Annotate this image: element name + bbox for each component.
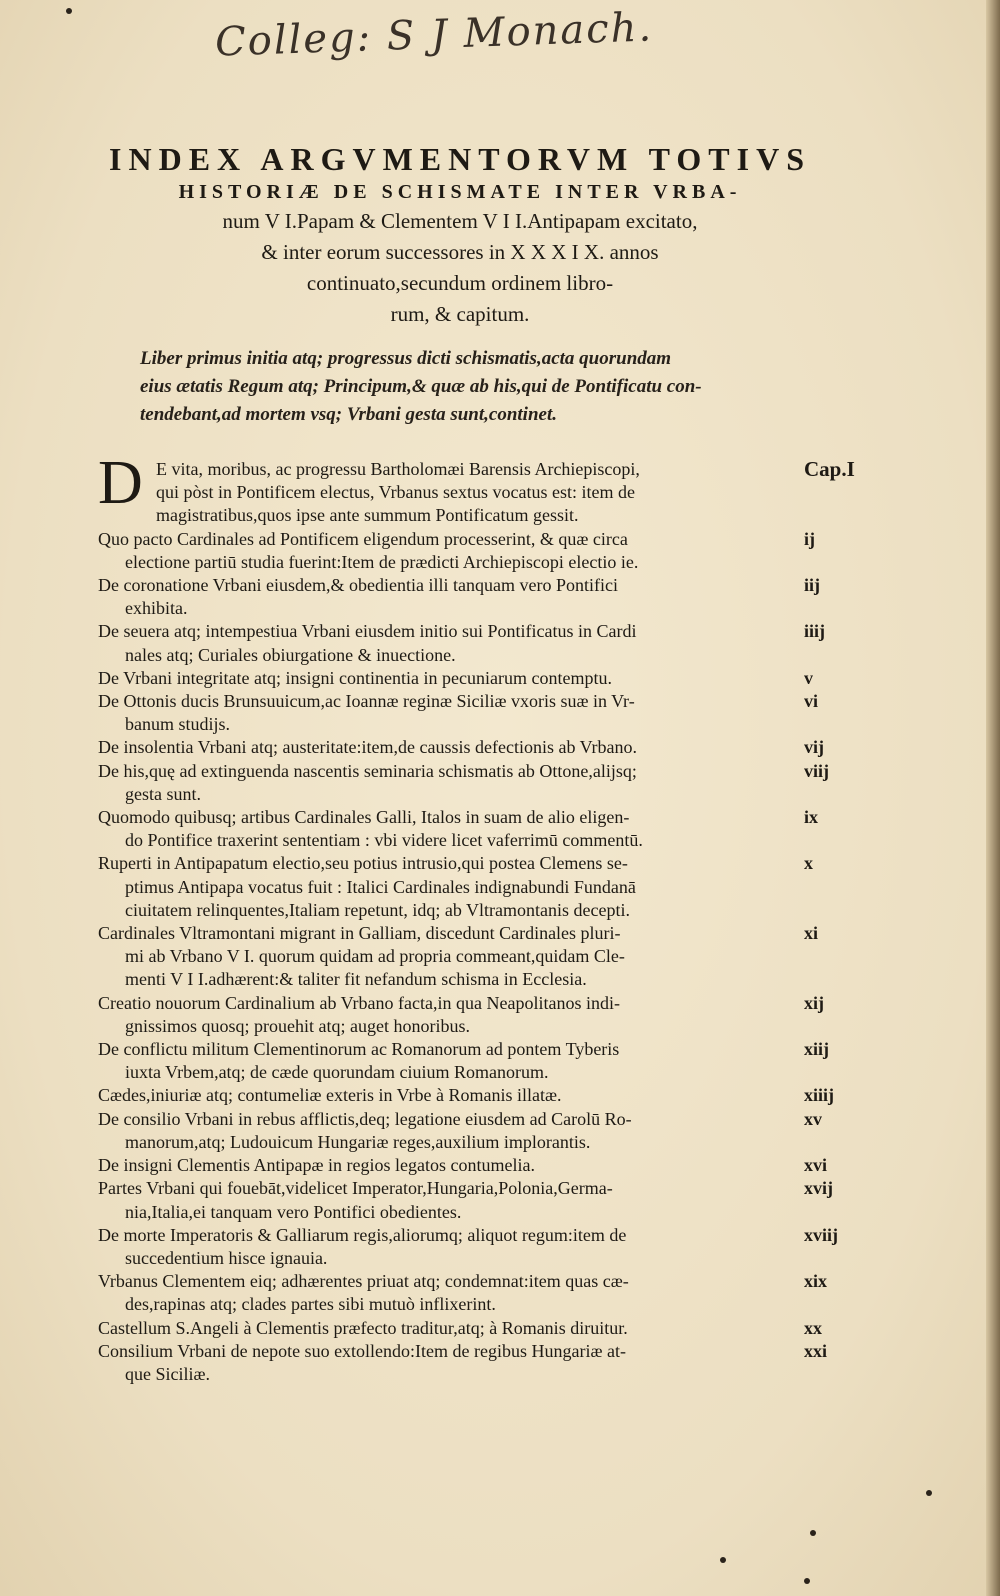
entry-line: Ruperti in Antipapatum electio,seu potius intrusio,qui postea Clemens se- xyxy=(98,853,628,874)
index-entry xyxy=(98,574,858,620)
page-title: INDEX ARGVMENTORVM TOTIVS xyxy=(109,141,811,177)
chapter-number: ij xyxy=(804,528,815,549)
entry-line: De seuera atq; intempestiua Vrbani eiusdem initio sui Pontificatus in Cardi xyxy=(98,621,637,642)
entry-line: do Pontifice traxerint sententiam : vbi videre licet vaferrimū commentū. xyxy=(125,830,643,851)
index-entry xyxy=(98,806,858,852)
entry-line: De consilio Vrbani in rebus afflictis,deq; legatione eiusdem ad Carolū Ro- xyxy=(98,1108,632,1129)
entry-line: Castellum S.Angeli à Clementis præfecto traditur,atq; à Romanis diruitur. xyxy=(98,1317,628,1338)
chapter-number: xviij xyxy=(804,1224,838,1245)
index-entry xyxy=(98,1340,858,1386)
drop-cap-initial: D xyxy=(98,449,143,517)
index-entry xyxy=(98,1177,858,1223)
title-line: & inter eorum successores in X X X I X. annos xyxy=(261,240,659,264)
entry-line: De morte Imperatoris & Galliarum regis,aliorumq; aliquot regum:item de xyxy=(98,1224,627,1245)
entry-line: De Vrbani integritate atq; insigni continentia in pecuniarum contemptu. xyxy=(98,667,612,688)
entry-line: des,rapinas atq; clades partes sibi mutuò inflixerint. xyxy=(125,1294,496,1315)
chapter-number: xxi xyxy=(804,1340,828,1361)
entry-line: De conflictu militum Clementinorum ac Romanorum ad pontem Tyberis xyxy=(98,1039,620,1060)
entry-list xyxy=(98,528,858,1387)
entry-line: succedentium hisce ignauia. xyxy=(125,1247,328,1268)
chapter-number: viij xyxy=(804,760,829,781)
entry-line: De Ottonis ducis Brunsuuicum,ac Ioannæ reginæ Siciliæ vxoris suæ in Vr- xyxy=(98,691,635,712)
entry-line: Partes Vrbani qui fouebāt,videlicet Imperator,Hungaria,Polonia,Germa- xyxy=(98,1178,613,1199)
entry-line: De insigni Clementis Antipapæ in regios legatos contumelia. xyxy=(98,1155,535,1176)
entry-line: ciuitatem relinquentes,Italiam repetunt, idq; ab Vltramontanis decepti. xyxy=(125,899,631,920)
index-entry xyxy=(98,852,858,922)
entry-line: gesta sunt. xyxy=(125,783,201,804)
chapter-number: xij xyxy=(804,992,824,1013)
chapter-number: vi xyxy=(804,691,819,712)
chapter-number: xiij xyxy=(804,1039,829,1060)
chapter-number: xv xyxy=(804,1108,822,1129)
entry-line: Quo pacto Cardinales ad Pontificem eligendum processerint, & quæ circa xyxy=(98,528,628,549)
entry-line: manorum,atq; Ludouicum Hungariæ reges,auxilium implorantis. xyxy=(125,1131,591,1152)
chapter-number: vij xyxy=(804,737,824,758)
index-entry xyxy=(98,1154,858,1177)
page-subtitle: HISTORIÆ DE SCHISMATE INTER VRBA- xyxy=(178,181,742,203)
handwritten-signature: Colleg: S J Monach. xyxy=(214,4,654,66)
index-entry xyxy=(98,449,858,528)
intro-line: eius ætatis Regum atq; Principum,& quæ ab his,qui de Pontificatu con- xyxy=(140,376,702,397)
entry-line: De his,quę ad extinguenda nascentis seminaria schismatis ab Ottone,alijsq; xyxy=(98,760,637,781)
entry-line: Cardinales Vltramontani migrant in Galliam, discedunt Cardinales pluri- xyxy=(98,923,621,944)
index-entry xyxy=(98,736,858,759)
index-entry xyxy=(98,1317,858,1340)
entry-line: De insolentia Vrbani atq; austeritate:item,de caussis defectionis ab Vrbano. xyxy=(98,737,638,758)
ink-speck xyxy=(66,8,72,14)
chapter-number: xx xyxy=(804,1317,822,1338)
chapter-number: xvij xyxy=(804,1178,833,1199)
entry-line: qui pòst in Pontificem electus, Vrbanus sextus vocatus est: item de xyxy=(156,482,636,503)
entry-line: ptimus Antipapa vocatus fuit : Italici Cardinales indignabundi Fundanā xyxy=(125,876,636,897)
index-entry xyxy=(98,667,858,690)
index-entry xyxy=(98,760,858,806)
index-entry xyxy=(98,1270,858,1316)
title-line: continuato,secundum ordinem libro- xyxy=(306,271,614,295)
entry-line: exhibita. xyxy=(125,598,188,619)
index-entry xyxy=(98,1108,858,1154)
index-entry xyxy=(98,1084,858,1107)
index-entry xyxy=(98,690,858,736)
chapter-number: v xyxy=(804,667,813,688)
chapter-number: ix xyxy=(804,807,819,828)
chapter-number: xvi xyxy=(804,1155,828,1176)
entry-line: De coronatione Vrbani eiusdem,& obedientia illi tanquam vero Pontifici xyxy=(98,575,618,596)
ink-speck xyxy=(810,1530,816,1536)
entry-line: banum studijs. xyxy=(125,714,231,735)
chapter-number: x xyxy=(804,853,813,874)
entry-line: E vita, moribus, ac progressu Bartholomæi Barensis Archiepiscopi, xyxy=(156,459,640,479)
index-entry xyxy=(98,528,858,574)
entry-line: Creatio nouorum Cardinalium ab Vrbano facta,in qua Neapolitanos indi- xyxy=(98,992,620,1013)
entry-line: electione partiū studia fuerint:Item de prædicti Archiepiscopi electio ie. xyxy=(125,551,639,572)
ink-speck xyxy=(804,1578,810,1584)
intro-line: tendebant,ad mortem vsq; Vrbani gesta sunt,continet. xyxy=(140,404,557,425)
chapter-number: Cap.I xyxy=(804,457,855,481)
chapter-number: iiij xyxy=(804,621,825,642)
entry-line: mi ab Vrbano V I. quorum quidam ad propria commeant,quidam Cle- xyxy=(125,946,625,967)
chapter-number: xix xyxy=(804,1271,828,1292)
title-block xyxy=(100,140,820,330)
title-line: num V I.Papam & Clementem V I I.Antipapam excitato, xyxy=(222,209,698,233)
intro-line: Liber primus initia atq; progressus dicti schismatis,acta quorundam xyxy=(140,348,672,369)
entry-line: Consilium Vrbani de nepote suo extollendo:Item de regibus Hungariæ at- xyxy=(98,1340,626,1361)
chapter-index xyxy=(98,449,858,1386)
index-entry xyxy=(98,1224,858,1270)
index-entry xyxy=(98,992,858,1038)
ink-speck xyxy=(720,1557,726,1563)
entry-line: gnissimos quosq; prouehit atq; auget honoribus. xyxy=(125,1015,470,1036)
page-binding-edge xyxy=(986,0,1000,1596)
index-entry xyxy=(98,620,858,666)
entry-line: magistratibus,quos ipse ante summum Pontificatum gessit. xyxy=(156,505,579,526)
title-continuation xyxy=(100,206,820,330)
index-entry xyxy=(98,922,858,992)
index-entry xyxy=(98,1038,858,1084)
entry-line: nales atq; Curiales obiurgatione & inuectione. xyxy=(125,644,456,665)
ink-speck xyxy=(926,1490,932,1496)
entry-line: Vrbanus Clementem eiq; adhærentes priuat atq; condemnat:item quas cæ- xyxy=(98,1271,629,1292)
chapter-number: xiiij xyxy=(804,1085,834,1106)
entry-line: nia,Italia,ei tanquam vero Pontifici obedientes. xyxy=(125,1201,462,1222)
entry-line: iuxta Vrbem,atq; de cæde quorundam ciuium Romanorum. xyxy=(125,1062,549,1083)
entry-line: menti V I I.adhærent:& taliter fit nefandum schisma in Ecclesia. xyxy=(125,969,587,990)
entry-line: Cædes,iniuriæ atq; contumeliæ exteris in Vrbe à Romanis illatæ. xyxy=(98,1085,562,1106)
book-intro xyxy=(140,345,780,429)
entry-line: que Siciliæ. xyxy=(125,1363,210,1384)
chapter-number: xi xyxy=(804,923,819,944)
entry-line: Quomodo quibusq; artibus Cardinales Galli, Italos in suam de alio eligen- xyxy=(98,807,630,828)
title-line: rum, & capitum. xyxy=(390,302,530,326)
chapter-number: iij xyxy=(804,575,820,596)
